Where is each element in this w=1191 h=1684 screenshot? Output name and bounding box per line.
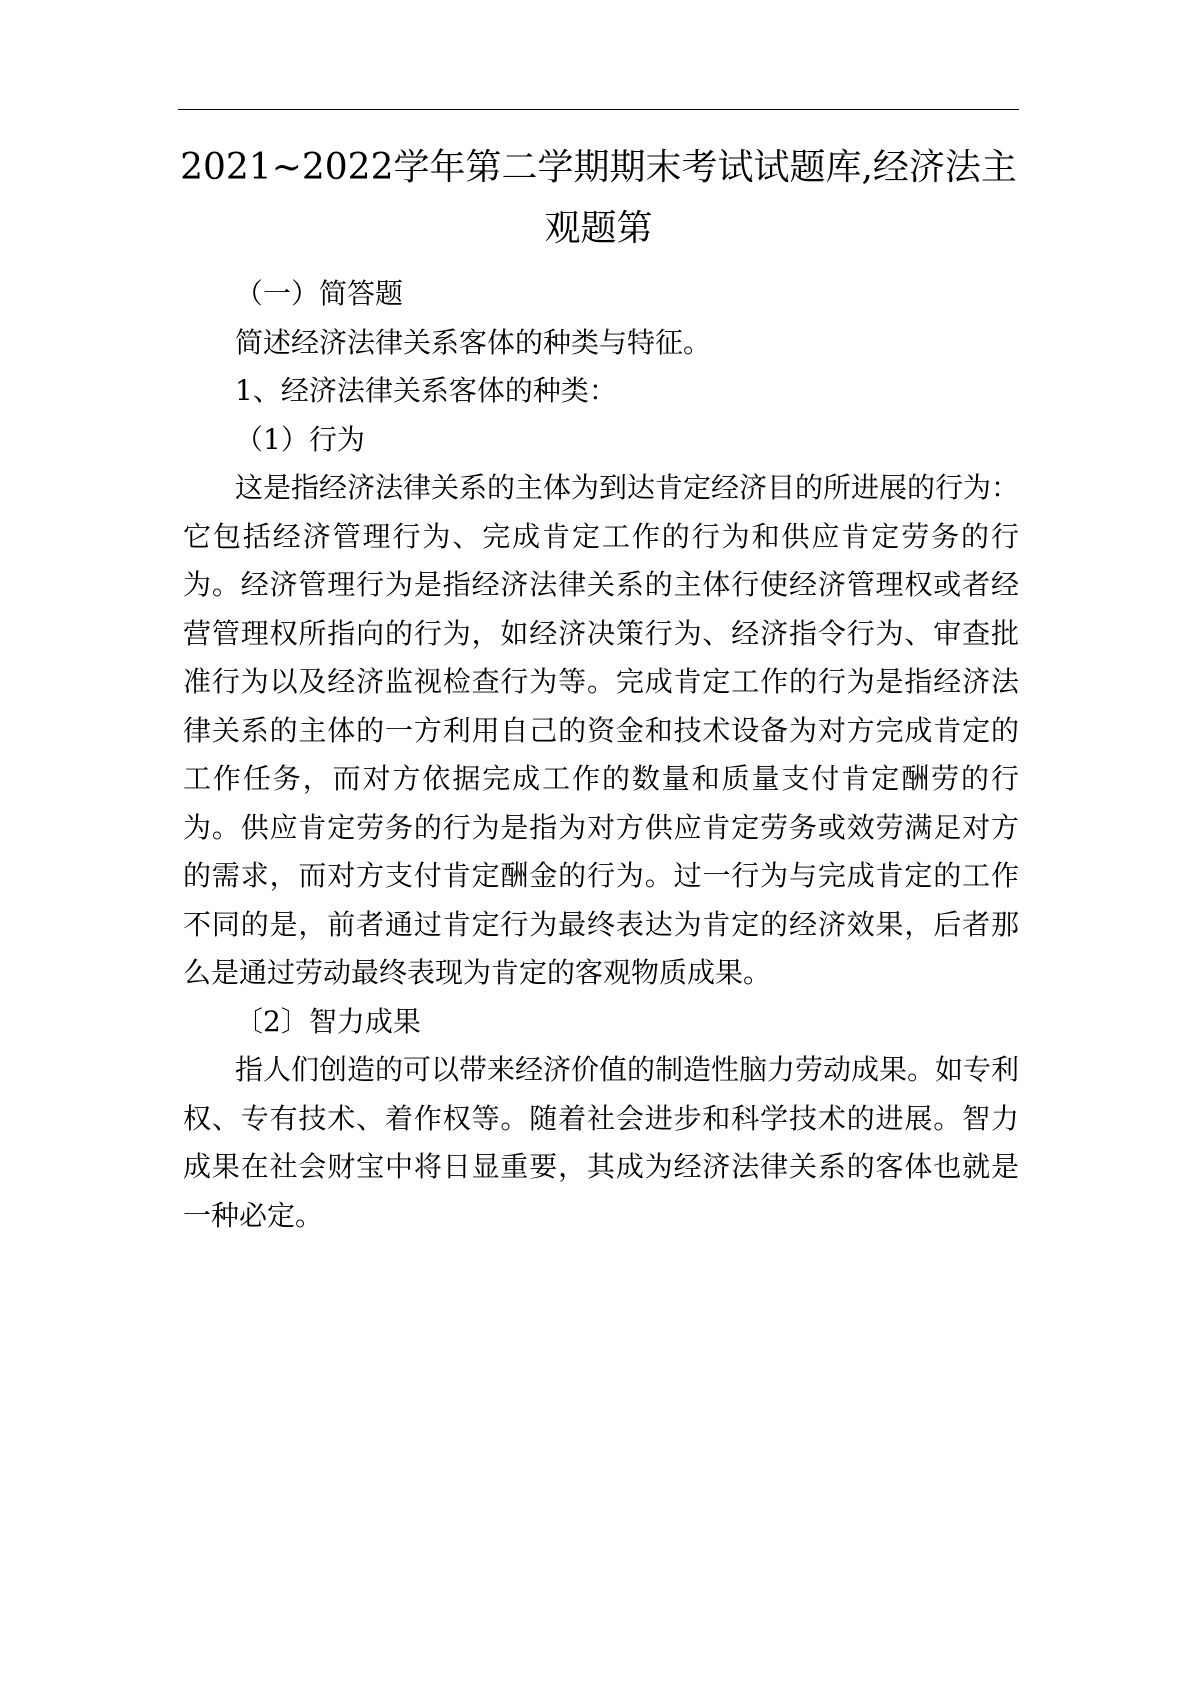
paragraph-intellectual-achievement: 指人们创造的可以带来经济价值的制造性脑力劳动成果。如专利权、专有技术、着作权等。随着社会进步和科学技术的进展。智力成果在社会财宝中将日显重要，其成为经济法律关系的客体也就是一种必定。 xyxy=(183,1053,1020,1232)
subheading-behavior: （1）行为 xyxy=(235,422,365,456)
document-body xyxy=(183,270,1019,1240)
paragraph-behavior: 这是指经济法律关系的主体为到达肯定经济目的所进展的行为：它包括经济管理行为、完成肯定工作的行为和供应肯定劳务的行为。经济管理行为是指经济法律关系的主体行使经济管理权或者经营管理权所指向的行为，如经济决策行为、经济指令行为、审查批准行为以及经济监视检查行为等。完成肯定工作的行为是指经济法律关系的主体的一方利用自己的资金和技术设备为对方完成肯定的工作任务，而对方依据完成工作的数量和质量支付肯定酬劳的行为。供应肯定劳务的行为是指为对方供应肯定劳务或效劳满足对方的需求，而对方支付肯定酬金的行为。过一行为与完成肯定的工作不同的是，前者通过肯定行为最终表达为肯定的经济效果，后者那么是通过劳动最终表现为肯定的客观物质成果。 xyxy=(183,471,1020,989)
document-title: 2021~2022学年第二学期期末考试试题库,经济法主观题第 xyxy=(180,147,1017,249)
question-text: 简述经济法律关系客体的种类与特征。 xyxy=(235,325,712,359)
header-rule xyxy=(178,109,1019,110)
section-heading-short-answer: （一）简答题 xyxy=(235,277,404,310)
answer-point-heading: 1、经济法律关系客体的种类： xyxy=(235,374,617,407)
subheading-intellectual-achievement: 〔2〕智力成果 xyxy=(235,1004,421,1038)
